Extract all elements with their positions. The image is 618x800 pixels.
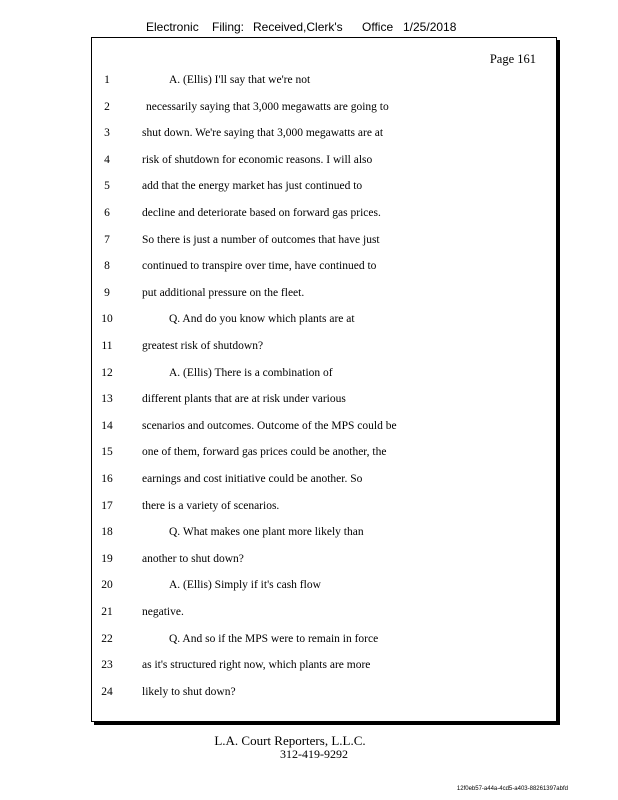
line-text: So there is just a number of outcomes that have just [142, 233, 380, 246]
line-number: 21 [101, 606, 113, 618]
transcript-line [92, 260, 556, 280]
filing-header [0, 20, 618, 36]
line-number: 24 [101, 685, 113, 698]
transcript-line [92, 127, 556, 147]
line-number: 20 [101, 579, 113, 592]
header-word-filing: Filing: [212, 20, 245, 34]
line-text: another to shut down? [142, 552, 244, 565]
transcript-line [92, 473, 556, 493]
transcript-line [92, 393, 556, 413]
transcript-line [92, 313, 556, 333]
header-word-received: Received,Clerk's [253, 20, 343, 34]
line-number: 4 [104, 153, 110, 166]
transcript-line [92, 154, 556, 174]
line-number: 10 [101, 313, 113, 326]
line-text: earnings and cost initiative could be another. So [142, 473, 363, 485]
line-number: 5 [104, 180, 110, 193]
line-text: different plants that are at risk under various [142, 393, 346, 406]
line-number: 9 [104, 286, 110, 299]
line-number: 17 [101, 499, 113, 512]
document-id: 12f0eb57-a44a-4cd5-a403-88261397abfd [456, 786, 568, 792]
transcript-page [91, 37, 557, 722]
header-date: 1/25/2018 [403, 20, 457, 34]
court-reporter-name: L.A. Court Reporters, L.L.C. [214, 733, 366, 748]
page-number: Page 161 [489, 52, 536, 66]
line-number: 11 [101, 340, 113, 352]
transcript-line [92, 367, 556, 387]
transcript-line [92, 579, 556, 599]
transcript-line [92, 553, 556, 573]
court-reporter-phone: 312-419-9292 [280, 747, 348, 761]
line-text: Q. What makes one plant more likely than [169, 526, 364, 539]
line-number: 13 [101, 393, 113, 406]
transcript-line [92, 500, 556, 520]
line-text: negative. [142, 606, 184, 618]
line-text: risk of shutdown for economic reasons. I will also [142, 153, 373, 166]
transcript-line [92, 606, 556, 626]
line-text: put additional pressure on the fleet. [142, 286, 305, 299]
line-number: 15 [101, 446, 113, 459]
line-number: 2 [104, 100, 110, 113]
line-text: A. (Ellis) Simply if it's cash flow [169, 579, 321, 592]
transcript-line [92, 180, 556, 200]
transcript-line [92, 287, 556, 307]
line-text: A. (Ellis) I'll say that we're not [169, 74, 311, 86]
transcript-line [92, 659, 556, 679]
line-text: Q. And do you know which plants are at [169, 313, 355, 326]
transcript-line [92, 74, 556, 94]
line-number: 19 [101, 552, 113, 565]
line-text: as it's structured right now, which plants are more [142, 659, 371, 672]
line-text: A. (Ellis) There is a combination of [169, 366, 333, 379]
line-number: 1 [104, 74, 110, 86]
transcript-line [92, 446, 556, 466]
line-number: 7 [104, 233, 110, 246]
header-word-electronic: Electronic [146, 20, 199, 34]
transcript-line [92, 526, 556, 546]
header-word-office: Office [362, 20, 394, 34]
line-text: continued to transpire over time, have continued to [142, 260, 377, 273]
transcript-line [92, 207, 556, 227]
transcript-line [92, 633, 556, 653]
line-text: shut down. We're saying that 3,000 megawatts are at [142, 127, 384, 140]
transcript-line [92, 340, 556, 360]
line-number: 8 [104, 260, 110, 273]
line-text: one of them, forward gas prices could be another, the [142, 446, 387, 459]
line-text: scenarios and outcomes. Outcome of the MPS could be [142, 419, 397, 432]
line-text: greatest risk of shutdown? [142, 340, 264, 352]
line-text: likely to shut down? [142, 685, 236, 698]
transcript-line [92, 101, 556, 121]
line-text: add that the energy market has just continued to [142, 180, 363, 193]
line-text: decline and deteriorate based on forward gas prices. [142, 207, 381, 219]
line-number: 18 [101, 526, 113, 539]
line-number: 23 [101, 659, 113, 672]
transcript-line [92, 686, 556, 706]
line-text: there is a variety of scenarios. [142, 499, 280, 512]
line-number: 6 [104, 207, 110, 219]
line-number: 22 [101, 632, 113, 645]
line-text: Q. And so if the MPS were to remain in force [169, 632, 379, 645]
transcript-line [92, 420, 556, 440]
line-number: 12 [101, 366, 113, 379]
line-number: 16 [101, 473, 113, 485]
transcript-line [92, 234, 556, 254]
line-number: 3 [104, 127, 110, 140]
line-number: 14 [101, 419, 113, 432]
line-text: necessarily saying that 3,000 megawatts are going to [146, 100, 389, 113]
